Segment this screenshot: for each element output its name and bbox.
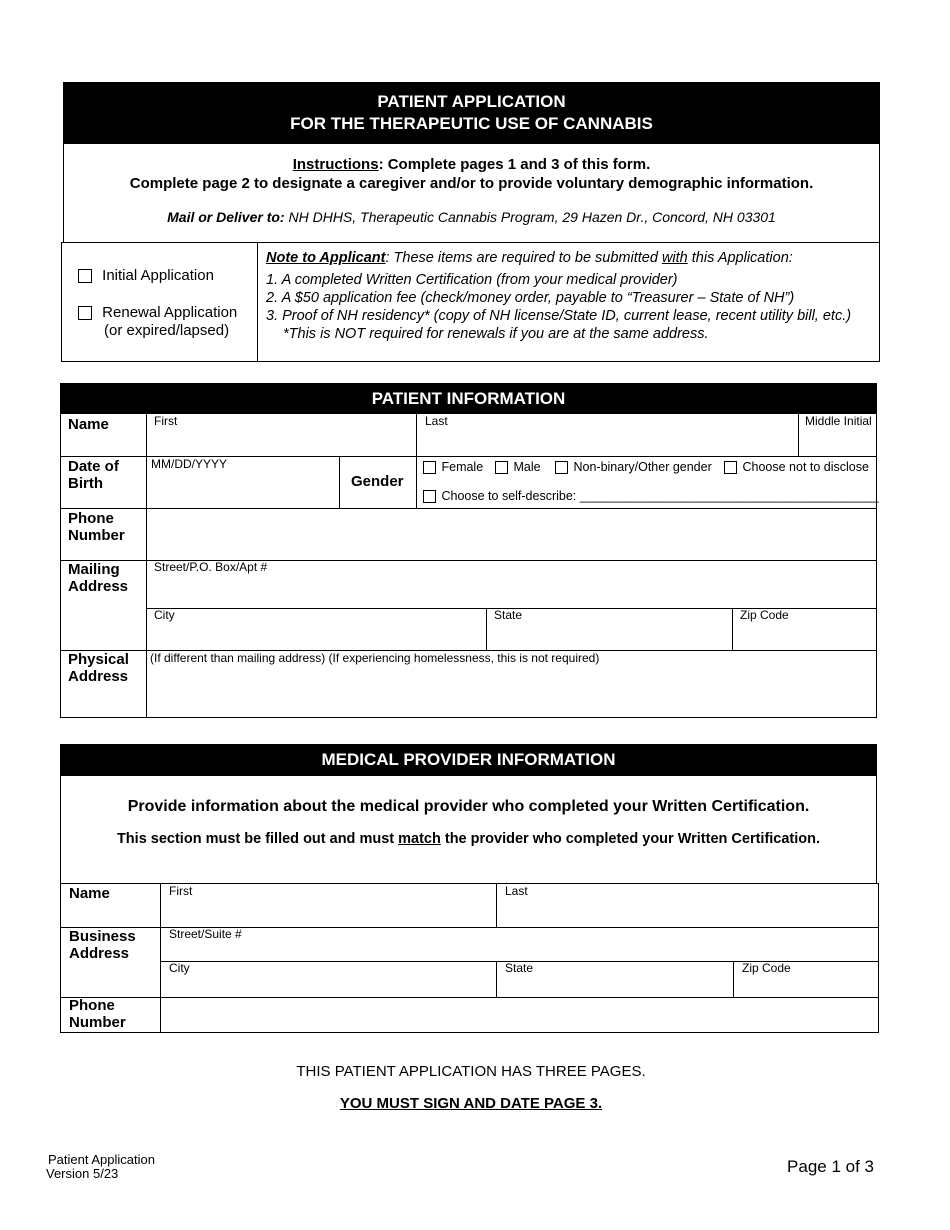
note-label: Note to Applicant (266, 250, 386, 266)
patient-dob-field[interactable]: MM/DD/YYYY (151, 457, 228, 471)
instructions-line1 (64, 156, 879, 173)
patient-city-field[interactable]: City (154, 608, 175, 622)
mail-to-line (64, 209, 879, 225)
note-item-1: 1. A completed Written Certification (from your medical provider) (266, 272, 678, 288)
instructions-label: Instructions (292, 156, 379, 173)
gender-nonbinary-checkbox[interactable] (555, 461, 568, 474)
patient-street-field[interactable]: Street/P.O. Box/Apt # (154, 560, 268, 574)
patient-first-name-field[interactable]: First (154, 414, 178, 428)
renewal-application-checkbox[interactable] (78, 306, 92, 320)
patient-middle-initial-field[interactable]: Middle Initial (805, 414, 872, 428)
provider-phone-label: Phone Number (69, 997, 126, 1031)
application-type-divider (257, 243, 258, 361)
gender-self-describe-option[interactable] (423, 489, 879, 503)
patient-state-field[interactable]: State (494, 608, 523, 622)
initial-application-option[interactable] (78, 267, 214, 284)
gender-female-option[interactable]: Female (423, 460, 483, 474)
note-intro: Note to Applicant: These items are required to be submitted with this Application: (266, 250, 793, 266)
three-pages-note: THIS PATIENT APPLICATION HAS THREE PAGES. (296, 1063, 646, 1080)
footer-version: Version 5/23 (46, 1166, 119, 1181)
initial-application-checkbox[interactable] (78, 269, 92, 283)
provider-zip-field[interactable]: Zip Code (742, 961, 791, 975)
instructions-box (63, 144, 880, 243)
provider-intro-line2: This section must be filled out and must match the provider who completed your Written Certification. (116, 831, 821, 847)
patient-mailing-address-label: Mailing Address (68, 561, 129, 595)
gender-nonbinary-option[interactable]: Non-binary/Other gender (555, 460, 712, 474)
provider-street-field[interactable]: Street/Suite # (169, 927, 242, 941)
patient-physical-address-field[interactable]: (If different than mailing address) (If experiencing homelessness, this is not required) (150, 651, 600, 665)
mail-to-address: NH DHHS, Therapeutic Cannabis Program, 29 Hazen Dr., Concord, NH 03301 (284, 209, 776, 225)
note-to-applicant (266, 249, 851, 343)
provider-first-name-field[interactable]: First (169, 884, 193, 898)
renewal-application-label: Renewal Application (102, 304, 238, 321)
note-item-3-footnote: *This is NOT required for renewals if you are at the same address. (283, 326, 709, 342)
provider-info-heading: MEDICAL PROVIDER INFORMATION (60, 744, 877, 776)
note-item-3: 3. Proof of NH residency* (copy of NH license/State ID, current lease, recent utility bill, etc.) (266, 308, 852, 324)
instructions-line2: Complete page 2 to designate a caregiver and/or to provide voluntary demographic information. (129, 175, 814, 192)
page-number: Page 1 of 3 (787, 1157, 874, 1176)
note-item-2: 2. A $50 application fee (check/money order, payable to “Treasurer – State of NH”) (266, 290, 795, 306)
sign-date-note: YOU MUST SIGN AND DATE PAGE 3. (339, 1095, 603, 1112)
gender-no-disclose-checkbox[interactable] (724, 461, 737, 474)
patient-phone-field[interactable] (147, 509, 876, 560)
patient-name-label: Name (68, 416, 109, 433)
patient-info-heading: PATIENT INFORMATION (60, 383, 877, 414)
gender-female-checkbox[interactable] (423, 461, 436, 474)
provider-info-intro (60, 776, 877, 884)
provider-last-name-field[interactable]: Last (505, 884, 528, 898)
form-title-line2: FOR THE THERAPEUTIC USE OF CANNABIS (290, 114, 653, 133)
patient-physical-address-label: Physical Address (68, 651, 129, 685)
patient-info-table (60, 414, 877, 718)
provider-phone-field[interactable] (161, 998, 878, 1032)
gender-self-describe-checkbox[interactable] (423, 490, 436, 503)
gender-male-option[interactable]: Male (495, 460, 541, 474)
provider-name-label: Name (69, 885, 110, 902)
renewal-application-option[interactable] (78, 304, 237, 321)
provider-business-address-label: Business Address (69, 928, 136, 962)
gender-self-describe-field[interactable]: Choose to self-describe: ___________________________________________ (441, 489, 879, 503)
renewal-application-sublabel: (or expired/lapsed) (104, 322, 230, 339)
provider-info-table (60, 883, 879, 1033)
form-title-banner (63, 82, 880, 144)
patient-phone-label: Phone Number (68, 510, 125, 544)
mail-to-label: Mail or Deliver to: (167, 209, 285, 225)
initial-application-label: Initial Application (102, 267, 214, 284)
gender-male-checkbox[interactable] (495, 461, 508, 474)
provider-state-field[interactable]: State (505, 961, 534, 975)
application-type-box (61, 242, 880, 362)
instructions-line1-text: : Complete pages 1 and 3 of this form. (378, 156, 651, 173)
patient-last-name-field[interactable]: Last (425, 414, 448, 428)
form-title-line1: PATIENT APPLICATION (377, 92, 566, 111)
gender-no-disclose-option[interactable]: Choose not to disclose (724, 460, 869, 474)
gender-label: Gender (351, 473, 404, 490)
provider-city-field[interactable]: City (169, 961, 190, 975)
footer-form-name: Patient Application (48, 1152, 155, 1167)
provider-intro-line1: Provide information about the medical provider who completed your Written Certification. (127, 798, 810, 815)
patient-zip-field[interactable]: Zip Code (740, 608, 789, 622)
patient-dob-label: Date of Birth (68, 458, 119, 492)
